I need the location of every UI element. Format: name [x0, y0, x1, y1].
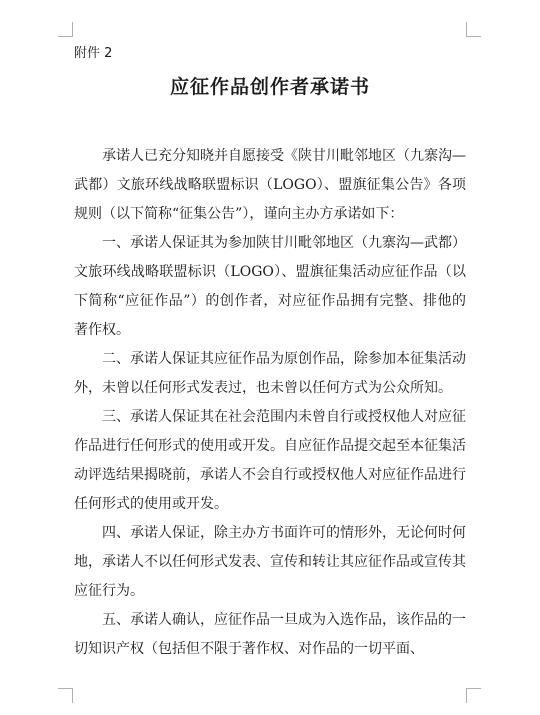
- crop-mark-bottom-right: [466, 688, 481, 703]
- paragraph-clause-2: 二、承诺人保证其应征作品为原创作品，除参加本征集活动外，未曾以任何形式发表过，也未曾以任何方式为公众所知。: [74, 351, 466, 396]
- paragraph-clause-3: 三、承诺人保证其在社会范围内未曾自行或授权他人对应征作品进行任何形式的使用或开发。自应征作品提交起至本征集活动评选结果揭晓前，承诺人不会自行或授权他人对应征作品进行任何形式的使用或开发。: [74, 409, 466, 512]
- paragraph-preamble: 承诺人已充分知晓并自愿接受《陕甘川毗邻地区（九寨沟—武都）文旅环线战略联盟标识（LOGO）、盟旗征集公告》各项规则（以下简称“征集公告”），谨向主办方承诺如下：: [74, 148, 466, 222]
- crop-mark-bottom-left: [58, 688, 73, 703]
- crop-mark-top-left: [58, 22, 73, 37]
- attachment-label: 附件 2: [74, 46, 113, 61]
- paragraph-clause-4: 四、承诺人保证，除主办方书面许可的情形外，无论何时何地，承诺人不以任何形式发表、宣传和转让其应征作品或宣传其应征行为。: [74, 525, 466, 599]
- paragraph-clause-1: 一、承诺人保证其为参加陕甘川毗邻地区（九寨沟—武都）文旅环线战略联盟标识（LOGO）、盟旗征集活动应征作品（以下简称“应征作品”）的创作者，对应征作品拥有完整、排他的著作权。: [74, 235, 466, 338]
- crop-mark-top-right: [466, 22, 481, 37]
- document-body: [74, 142, 466, 664]
- document-title: 应征作品创作者承诺书: [169, 76, 370, 98]
- paragraph-clause-5: 五、承诺人确认，应征作品一旦成为入选作品，该作品的一切知识产权（包括但不限于著作权、对作品的一切平面、: [74, 612, 466, 657]
